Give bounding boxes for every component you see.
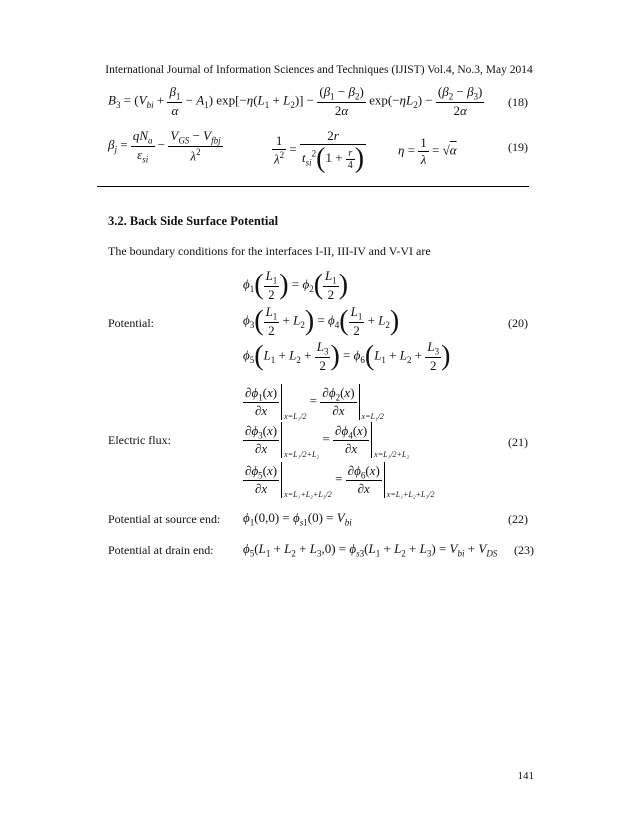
equation-22: $\phi_1(0,0) = \phi_{s1}(0) = V_{bi}$ (243, 510, 352, 528)
source-end-label: Potential at source end: (108, 512, 221, 526)
equation-21-line-3: $\frac{\partial\phi_5(x)}{\partial x}$ $_{x=L_1+L_2+L_3/2}$ = $\frac{\partial\phi_6(x)}{\partial x}$ $_{x=L_1+L_2+L_3/2}$ (245, 462, 435, 499)
equation-23: $\phi_5(L_1 + L_2 + L_3,0) = \phi_{s3}(L_1 + L_2 + L_3) = V_{bi} + V_{DS}$ (243, 541, 498, 559)
equation-19-lambda: $\frac{1}{\lambda^2}$ = 2r $t_{si}^2(1$ + $\frac{r}{4}$ ) (274, 128, 365, 174)
drain-end-label: Potential at drain end: (108, 543, 214, 557)
section-intro: The boundary conditions for the interfaces I-II, III-IV and V-VI are (108, 244, 431, 258)
page-number: 141 (517, 770, 534, 782)
electric-flux-label: Electric flux: (108, 433, 171, 447)
equation-19-eta: η = $\frac{1}{\lambda}$ = √α (398, 135, 457, 167)
equation-21-number: (21) (508, 435, 528, 449)
equation-20-number: (20) (508, 316, 528, 330)
potential-label: Potential: (108, 316, 154, 330)
equation-20-line-3: $\phi_5(L_1 + L_2$ + $\frac{L_3}{2}$ ) = $\phi_6(L_1 + L_2$ + $\frac{L_3}{2}$ ) (243, 339, 451, 373)
equation-18-number: (18) (508, 95, 528, 109)
equation-21-line-1: $\frac{\partial\phi_1(x)}{\partial x}$ $_{x=L_1/2}$ = $\frac{\partial\phi_2(x)}{\partial x}$ $_{x=L_1/2}$ (245, 384, 384, 421)
section-divider (97, 186, 529, 187)
equation-19-number: (19) (508, 140, 528, 154)
equation-20-line-1: $\phi_1$( $\frac{L_1}{2}$ ) = $\phi_2$( $\frac{L_1}{2}$ ) (243, 268, 349, 302)
equation-19-beta: $\beta_j$ = $\frac{qN_a}{\varepsilon_{si}}$ − $\frac{V_{GS} - V_{fbj}}{\lambda^2}$ (108, 128, 221, 165)
equation-20-line-2: $\phi_3$( $\frac{L_1}{2}$ + $L_2) = \phi_4$( $\frac{L_1}{2}$ + $L_2$) (243, 304, 400, 338)
equation-22-number: (22) (508, 512, 528, 526)
equation-21-line-2: $\frac{\partial\phi_3(x)}{\partial x}$ $_{x=L_1/2+L_2}$ = $\frac{\partial\phi_4(x)}{\partial x}$ $_{x=L_1/2+L_2}$ (245, 422, 410, 459)
running-header: International Journal of Information Sciences and Techniques (IJIST) Vol.4, No.3, May 2014 (105, 64, 533, 76)
equation-23-number: (23) (514, 543, 534, 557)
section-heading: 3.2. Back Side Surface Potential (108, 214, 279, 228)
equation-18: $B_3 = (V_{bi}$ + $\frac{\beta_1}{\alpha}$ − $A_1$) $\exp[-\eta(L_1 + L_2)]$ − $\frac{(\beta_1 - \beta_2)}{2\alpha}$ $\exp(-\eta L_2)$ − $\frac{(\beta_2 - \beta_3)}{2\alpha}$ (108, 84, 483, 118)
